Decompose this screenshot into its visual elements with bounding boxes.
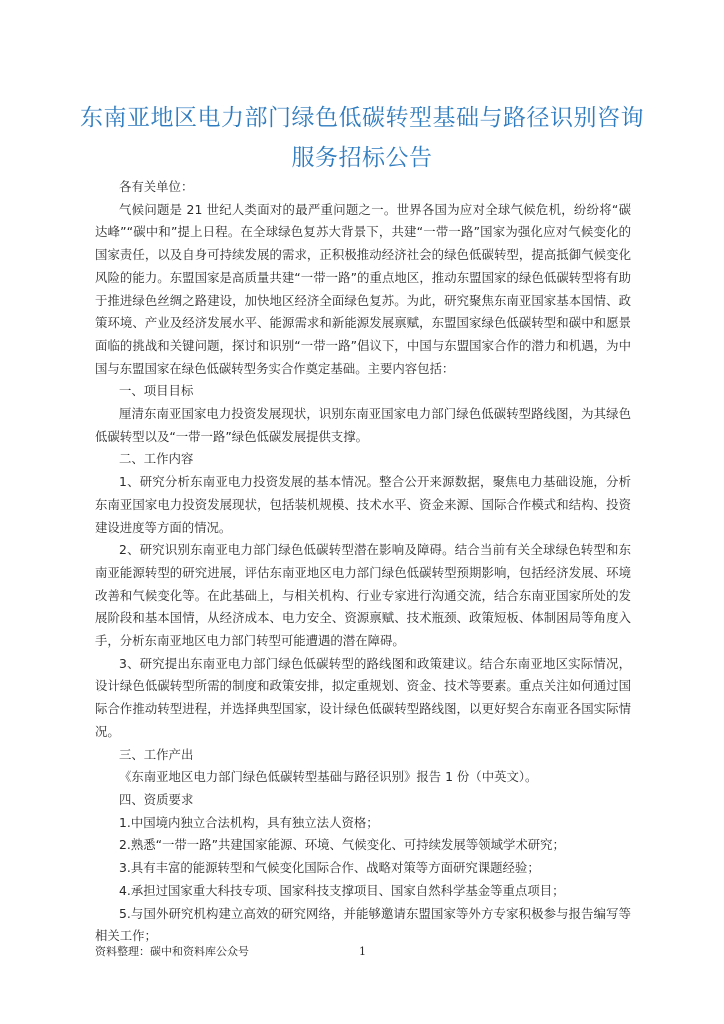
paragraph: 二、工作内容 — [119, 451, 194, 467]
page-number: 1 — [359, 945, 366, 958]
paragraph: 四、资质要求 — [119, 791, 194, 807]
paragraph: 各有关单位： — [119, 179, 194, 194]
paragraph: 5.与国外研究机构建立高效的研究网络，并能够邀请东盟国家等外方专家积极参与报告编写等相关工作； — [95, 905, 631, 944]
paragraph: 气候问题是 21 世纪人类面对的最严重问题之一。世界各国为应对全球气候危机，纷纷将“碳达峰”“碳中和”提上日程。在全球绿色复苏大背景下，共建“一带一路”国家为强化应对气候变化的国家责任，以及自身可持续发展的需求，正积极推动经济社会的绿色低碳转型，提高抵御气候变化风险的能力。东盟国家是高质量共建“一带一路”的重点地区，推动东盟国家的绿色低碳转型将有助于推进绿色丝绸之路建设，加快地区经济全面绿色复苏。为此，研究聚焦东南亚国家基本国情、政策环境、产业及经济发展水平、能源需求和新能源发展禀赋，东盟国家绿色低碳转型和碳中和愿景面临的挑战和关键问题，探讨和识别“一带一路”倡议下，中国与东盟国家合作的潜力和机遇，为中国与东盟国家在绿色低碳转型务实合作奠定基础。主要内容包括： — [95, 201, 631, 376]
paragraph: 4.承担过国家重大科技专项、国家科技支撑项目、国家自然科学基金等重点项目； — [119, 882, 565, 898]
document-body — [95, 176, 631, 948]
paragraph: 2.熟悉“一带一路”共建国家能源、环境、气候变化、可持续发展等领域学术研究； — [119, 837, 565, 853]
paragraph: 3.具有丰富的能源转型和气候变化国际合作、战略对策等方面研究课题经验； — [119, 860, 540, 876]
paragraph: 厘清东南亚国家电力投资发展现状，识别东南亚国家电力部门绿色低碳转型路线图，为其绿色低碳转型以及“一带一路”绿色低碳发展提供支撑。 — [95, 406, 631, 444]
paragraph: 1.中国境内独立合法机构，具有独立法人资格； — [119, 814, 379, 830]
document-title-line-1: 东南亚地区电力部门绿色低碳转型基础与路径识别咨询 — [80, 105, 644, 131]
document-title-line-2: 服务招标公告 — [291, 145, 433, 171]
footer-source: 资料整理：碳中和资料库公众号 — [95, 945, 249, 958]
paragraph: 《东南亚地区电力部门绿色低碳转型基础与路径识别》报告 1 份（中英文）。 — [119, 769, 538, 785]
paragraph: 3、研究提出东南亚电力部门绿色低碳转型的路线图和政策建议。结合东南亚地区实际情况，设计绿色低碳转型所需的制度和政策安排，拟定重规划、资金、技术等要素。重点关注如何通过国际合作推动转型进程，并选择典型国家，设计绿色低碳转型路线图，以更好契合东南亚各国实际情况。 — [95, 655, 631, 739]
paragraph: 1、研究分析东南亚电力投资发展的基本情况。整合公开来源数据，聚焦电力基础设施，分析东南亚国家电力投资发展现状，包括装机规模、技术水平、资金来源、国际合作模式和结构、投资建设进度等方面的情况。 — [95, 474, 631, 535]
paragraph: 一、项目目标 — [119, 383, 194, 399]
paragraph: 三、工作产出 — [119, 746, 194, 762]
paragraph: 2、研究识别东南亚电力部门绿色低碳转型潜在影响及障碍。结合当前有关全球绿色转型和东南亚能源转型的研究进展，评估东南亚地区电力部门绿色低碳转型预期影响，包括经济发展、环境改善和气候变化等。在此基础上，与相关机构、行业专家进行沟通交流，结合东南亚国家所处的发展阶段和基本国情，从经济成本、电力安全、资源禀赋、技术瓶颈、政策短板、体制困局等角度入手，分析东南亚地区电力部门转型可能遭遇的潜在障碍。 — [95, 542, 631, 649]
